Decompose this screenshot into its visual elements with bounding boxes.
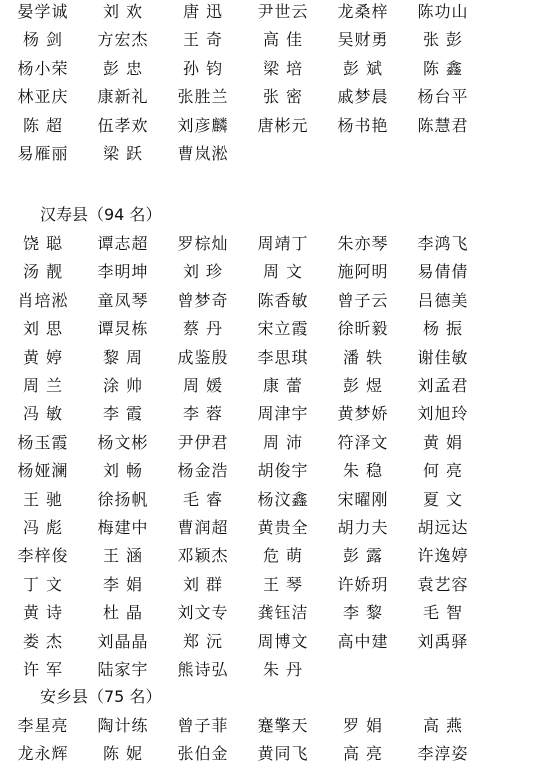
person-name: 刘彦麟 (177, 115, 229, 135)
name-row (0, 656, 536, 684)
person-name: 施阿明 (337, 262, 389, 282)
person-name: 谢佳敏 (417, 347, 469, 367)
person-name: 李思琪 (257, 347, 309, 367)
person-name: 高 亮 (342, 744, 384, 764)
person-name: 宋立霞 (257, 319, 309, 339)
name-row (0, 542, 536, 570)
person-name: 唐 迅 (182, 2, 224, 21)
person-name: 李鸿飞 (417, 234, 469, 253)
name-row (0, 140, 536, 168)
person-name: 易倩倩 (417, 262, 469, 282)
person-name: 杨文彬 (97, 432, 149, 452)
person-name: 周 媛 (182, 376, 224, 395)
person-name: 陈慧君 (417, 115, 469, 135)
person-name: 尹世云 (257, 2, 309, 21)
person-name: 黄 婷 (22, 347, 64, 367)
person-name: 危 萌 (262, 546, 304, 566)
person-name: 蔡 丹 (182, 319, 224, 339)
person-name: 彭 煜 (342, 376, 384, 395)
person-name: 冯 彪 (22, 518, 64, 537)
person-name: 张 彭 (422, 30, 464, 50)
person-name: 彭 露 (342, 546, 384, 566)
name-row (0, 372, 536, 400)
person-name: 梁 培 (262, 58, 304, 78)
person-name: 刘旭玲 (417, 404, 469, 424)
person-name: 黄 娟 (422, 432, 464, 452)
person-name: 宋曜刚 (337, 489, 389, 509)
person-name: 李 蓉 (182, 404, 224, 424)
person-name: 何 亮 (422, 461, 464, 481)
person-name: 罗 娟 (342, 716, 384, 735)
person-name: 徐扬帆 (97, 489, 149, 509)
person-name: 陈 鑫 (422, 58, 464, 78)
person-name: 彭 忠 (102, 58, 144, 78)
name-row (0, 0, 536, 26)
person-name: 刘 欢 (102, 2, 144, 21)
person-name: 饶 聪 (22, 234, 64, 253)
person-name: 李 霞 (102, 404, 144, 424)
person-name: 杨金浩 (177, 461, 229, 481)
person-name: 刘文专 (177, 603, 229, 623)
person-name: 曹岚淞 (177, 144, 229, 163)
person-name: 刘 群 (182, 574, 224, 594)
person-name: 唐彬元 (257, 115, 309, 135)
person-name: 夏 文 (422, 489, 464, 509)
name-row (0, 486, 536, 514)
person-name: 许娇玥 (337, 574, 389, 594)
name-row (0, 599, 536, 627)
person-name: 杨小荣 (17, 58, 69, 78)
person-name: 陶计练 (97, 716, 149, 735)
person-name: 肖培淞 (17, 290, 69, 310)
person-name: 易雁丽 (17, 144, 69, 163)
person-name: 彭 斌 (342, 58, 384, 78)
person-name: 张胜兰 (177, 87, 229, 107)
person-name: 黄同飞 (257, 744, 309, 764)
person-name: 黎 周 (102, 347, 144, 367)
person-name: 杨玉霞 (17, 432, 69, 452)
name-row (0, 400, 536, 428)
person-name: 戚梦晨 (337, 87, 389, 107)
person-name: 郑 沅 (182, 631, 224, 651)
name-row (0, 628, 536, 656)
person-name: 丁 文 (22, 574, 64, 594)
name-row (0, 457, 536, 485)
person-name: 杨娅澜 (17, 461, 69, 481)
name-row (0, 315, 536, 343)
person-name: 李 黎 (342, 603, 384, 623)
person-name: 胡远达 (417, 518, 469, 537)
person-name: 童凤琴 (97, 290, 149, 310)
person-name: 陈 超 (22, 115, 64, 135)
person-name: 袁艺容 (417, 574, 469, 594)
name-row (0, 287, 536, 315)
name-row (0, 230, 536, 258)
person-name: 朱 丹 (262, 660, 304, 679)
county-heading: 安乡县（75 名） (40, 687, 162, 706)
name-row (0, 712, 536, 740)
person-name: 康 蕾 (262, 376, 304, 395)
person-name: 王 涵 (102, 546, 144, 566)
person-name: 刘 畅 (102, 461, 144, 481)
person-name: 梅建中 (97, 518, 149, 537)
person-name: 杨 振 (422, 319, 464, 339)
person-name: 曾梦奇 (177, 290, 229, 310)
person-name: 李 娟 (102, 574, 144, 594)
person-name: 梁 跃 (102, 144, 144, 163)
name-row (0, 344, 536, 372)
person-name: 王 驰 (22, 489, 64, 509)
person-name: 吴财勇 (337, 30, 389, 50)
person-name: 龚钰洁 (257, 603, 309, 623)
person-name: 黄梦娇 (337, 404, 389, 424)
person-name: 周靖丁 (257, 234, 309, 253)
person-name: 黄 诗 (22, 603, 64, 623)
county-heading: 汉寿县（94 名） (40, 205, 162, 224)
person-name: 陆家宇 (97, 660, 149, 679)
person-name: 汤 靓 (22, 262, 64, 282)
person-name: 尹伊君 (177, 432, 229, 452)
person-name: 邓颖杰 (177, 546, 229, 566)
name-row (0, 514, 536, 542)
person-name: 符泽文 (337, 432, 389, 452)
person-name: 杨书艳 (337, 115, 389, 135)
person-name: 周津宇 (257, 404, 309, 424)
person-name: 周 兰 (22, 376, 64, 395)
person-name: 刘孟君 (417, 376, 469, 395)
person-name: 李星亮 (17, 716, 69, 735)
person-name: 朱亦琴 (337, 234, 389, 253)
person-name: 蹇擎天 (257, 716, 309, 735)
person-name: 陈香敏 (257, 290, 309, 310)
person-name: 朱 稳 (342, 461, 384, 481)
person-name: 许逸婷 (417, 546, 469, 566)
person-name: 陈 妮 (102, 744, 144, 764)
person-name: 谭炅栋 (97, 319, 149, 339)
name-row (0, 83, 536, 111)
person-name: 高 燕 (422, 716, 464, 735)
person-name: 许 军 (22, 660, 64, 679)
person-name: 娄 杰 (22, 631, 64, 651)
person-name: 王 琴 (262, 574, 304, 594)
person-name: 陈功山 (417, 2, 469, 21)
person-name: 周博文 (257, 631, 309, 651)
person-name: 谭志超 (97, 234, 149, 253)
person-name: 毛 智 (422, 603, 464, 623)
person-name: 伍孝欢 (97, 115, 149, 135)
name-row (0, 740, 536, 768)
person-name: 张 密 (262, 87, 304, 107)
person-name: 李明坤 (97, 262, 149, 282)
person-name: 刘 思 (22, 319, 64, 339)
person-name: 冯 敏 (22, 404, 64, 424)
person-name: 杨汶鑫 (257, 489, 309, 509)
name-row (0, 26, 536, 54)
person-name: 李梓俊 (17, 546, 69, 566)
person-name: 周 沛 (262, 432, 304, 452)
person-name: 成鉴殷 (177, 347, 229, 367)
person-name: 罗棕灿 (177, 234, 229, 253)
name-row (0, 55, 536, 83)
person-name: 刘晶晶 (97, 631, 149, 651)
person-name: 周 文 (262, 262, 304, 282)
person-name: 黄贵全 (257, 518, 309, 537)
person-name: 刘禹驿 (417, 631, 469, 651)
person-name: 林亚庆 (17, 87, 69, 107)
person-name: 胡俊宇 (257, 461, 309, 481)
person-name: 熊诗弘 (177, 660, 229, 679)
person-name: 康新礼 (97, 87, 149, 107)
person-name: 曾子菲 (177, 716, 229, 735)
name-row (0, 571, 536, 599)
person-name: 徐昕毅 (337, 319, 389, 339)
name-row (0, 258, 536, 286)
person-name: 涂 帅 (102, 376, 144, 395)
person-name: 晏学诚 (17, 2, 69, 21)
person-name: 毛 睿 (182, 489, 224, 509)
person-name: 曹润超 (177, 518, 229, 537)
person-name: 高中建 (337, 631, 389, 651)
person-name: 张伯金 (177, 744, 229, 764)
person-name: 孙 钧 (182, 58, 224, 78)
person-name: 杨台平 (417, 87, 469, 107)
person-name: 潘 轶 (342, 347, 384, 367)
person-name: 王 奇 (182, 30, 224, 50)
person-name: 方宏杰 (97, 30, 149, 50)
person-name: 高 佳 (262, 30, 304, 50)
person-name: 杨 剑 (22, 30, 64, 50)
person-name: 龙桑梓 (337, 2, 389, 21)
name-row (0, 429, 536, 457)
person-name: 杜 晶 (102, 603, 144, 623)
name-row (0, 112, 536, 140)
person-name: 曾子云 (337, 290, 389, 310)
person-name: 龙永辉 (17, 744, 69, 764)
person-name: 李淳姿 (417, 744, 469, 764)
person-name: 刘 珍 (182, 262, 224, 282)
person-name: 胡力夫 (337, 518, 389, 537)
person-name: 吕德美 (417, 290, 469, 310)
